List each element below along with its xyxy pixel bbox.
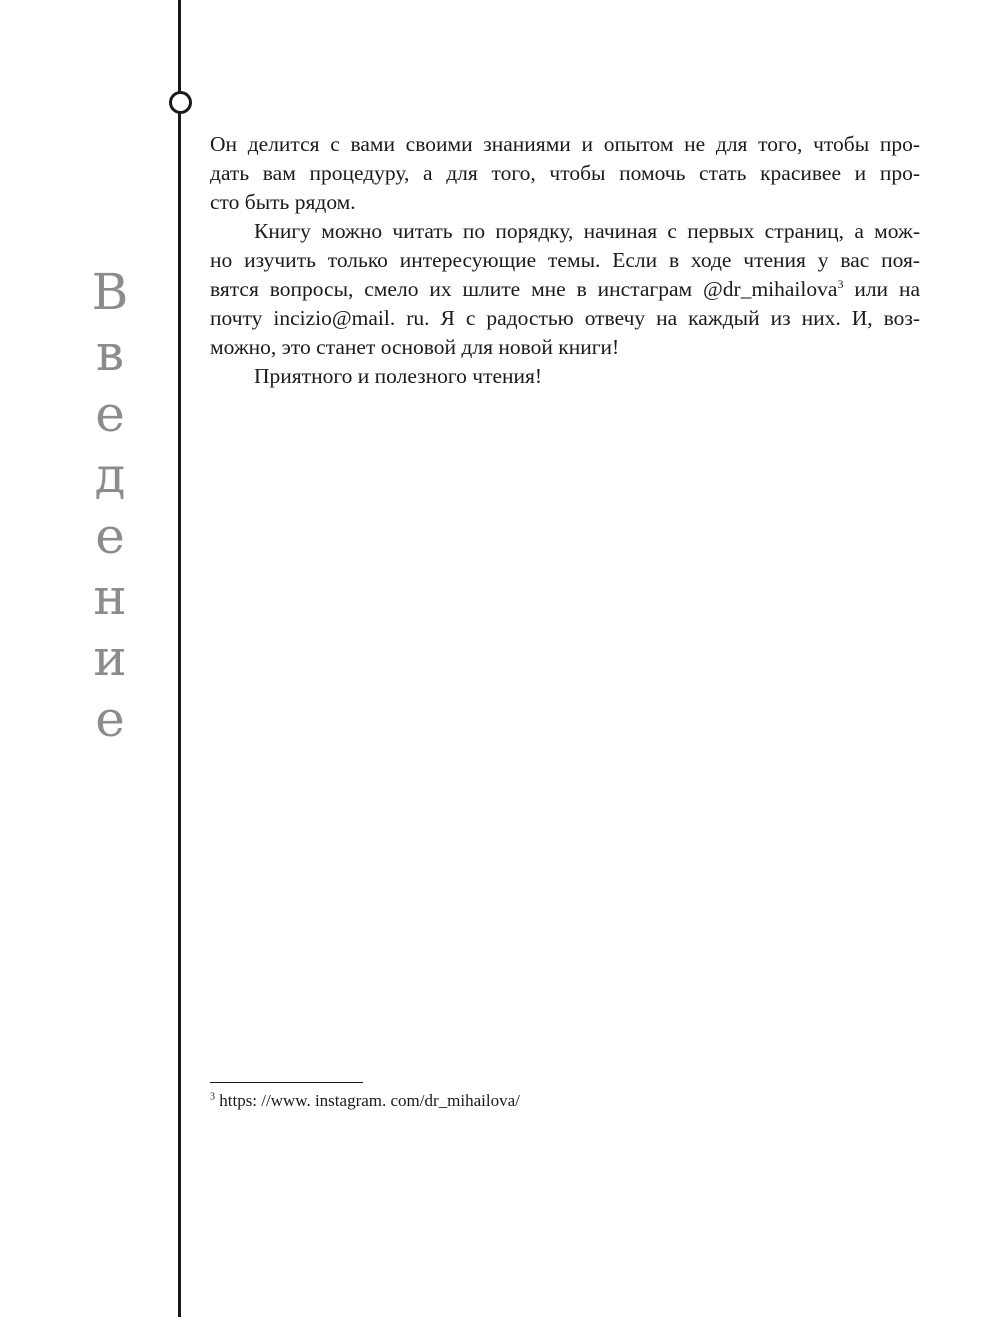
text-fragment: или на (843, 277, 920, 301)
text-line: почту incizio@mail. ru. Я с радостью отвечу на каждый из них. И, воз- (210, 306, 920, 330)
text-line: но изучить только интересующие темы. Если в ходе чтения у вас поя- (210, 248, 920, 272)
footnote-reference: 3 (837, 276, 844, 291)
chapter-letter: д (94, 446, 126, 504)
chapter-letter: и (93, 629, 127, 687)
chapter-letter: е (95, 690, 125, 748)
spine-circle-marker (169, 91, 192, 114)
footnote-url: https: //www. instagram. com/dr_mihailova/ (215, 1091, 520, 1110)
text-line: Книгу можно читать по порядку, начиная с первых страниц, а мож- (254, 219, 920, 243)
text-line: Он делится с вами своими знаниями и опытом не для того, чтобы про- (210, 132, 920, 156)
chapter-letter: е (95, 507, 125, 565)
body-text (210, 130, 920, 391)
chapter-letter: в (95, 324, 125, 382)
chapter-letter: В (91, 263, 129, 321)
text-line: можно, это станет основой для новой книги! (210, 335, 620, 359)
text-line: Приятного и полезного чтения! (254, 364, 543, 388)
chapter-letter: е (95, 385, 125, 443)
chapter-title-vertical (70, 262, 150, 750)
text-line: сто быть рядом. (210, 190, 356, 214)
instagram-handle-text: вятся вопросы, смело их шлите мне в инстаграм @dr_mihailova (210, 277, 838, 301)
footnote-number: 3 (210, 1091, 215, 1103)
footnote (210, 1090, 520, 1112)
text-line-with-footnote (210, 275, 920, 304)
spine-line (178, 0, 181, 1317)
text-line: дать вам процедуру, а для того, чтобы помочь стать красивее и про- (210, 161, 920, 185)
footnote-divider (210, 1082, 363, 1083)
chapter-letter: н (93, 568, 127, 626)
